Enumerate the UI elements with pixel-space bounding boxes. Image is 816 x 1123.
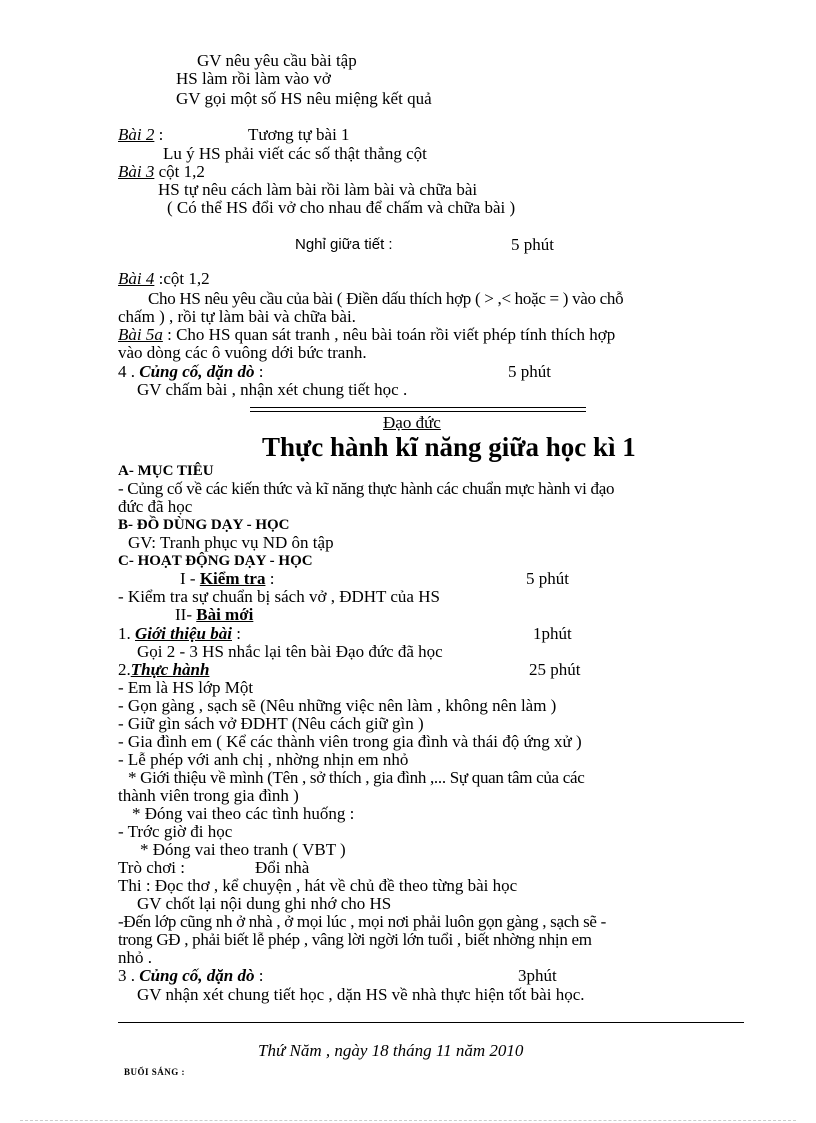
practice-line-9: - Trớc giờ đi học	[118, 822, 233, 841]
kiem-tra-line-1: - Kiểm tra sự chuẩn bị sách vở , ĐDHT của HS	[118, 587, 440, 606]
practice-line-12: Thi : Đọc thơ , kể chuyện , hát về chủ đề theo từng bài học	[118, 876, 518, 895]
cungco2-colon: :	[258, 966, 264, 985]
thuc-hanh-num: 2.	[118, 660, 131, 679]
cungco1-num: 4 .	[118, 362, 135, 381]
cungco1-line-1: GV chấm bài , nhận xét chung tiết học .	[137, 380, 408, 399]
bai4-line-1: Cho HS nêu yêu cầu của bài ( Điền dấu thích hợp ( > ,< hoặc = ) vào chỗ	[148, 289, 624, 308]
bai5-line-1	[118, 326, 615, 344]
lesson-title: Thực hành kĩ năng giữa học kì 1	[262, 432, 636, 462]
bai4-heading	[118, 270, 210, 288]
cungco2-heading	[118, 967, 263, 985]
bai5-text: : Cho HS quan sát tranh , nêu bài toán rồi viết phép tính thích hợp	[167, 325, 616, 344]
bai2-colon: :	[158, 125, 164, 144]
bai3-heading	[118, 163, 205, 181]
practice-line-13: GV chốt lại nội dung ghi nhớ cho HS	[137, 894, 392, 913]
bai-moi-prefix: II-	[175, 605, 197, 624]
bai4-line-2: chấm ) , rồi tự làm bài và chữa bài.	[118, 307, 356, 326]
gioi-thieu-colon: :	[236, 624, 241, 643]
footer-rule	[118, 1022, 744, 1023]
bai2-note: Lu ý HS phải viết các số thật thẳng cột	[163, 144, 427, 163]
kiem-tra-heading	[180, 570, 274, 588]
practice-line-1: - Em là HS lớp Một	[118, 678, 254, 697]
game-name: Đổi nhà	[255, 858, 310, 877]
intro-line-3: GV gọi một số HS nêu miệng kết quả	[176, 89, 432, 108]
bai2-heading	[118, 126, 163, 144]
kiem-tra-prefix: I -	[180, 569, 200, 588]
section-a-line-2: đức đã học	[118, 497, 193, 516]
break-label: Nghỉ giữa tiết :	[295, 236, 393, 253]
section-b-line-1: GV: Tranh phục vụ ND ôn tập	[128, 533, 334, 552]
bai-moi-label: Bài mới	[196, 605, 254, 624]
bai3-label: Bài 3	[118, 162, 155, 181]
kiem-tra-colon: :	[269, 569, 275, 588]
practice-line-7: thành viên trong gia đình )	[118, 786, 299, 805]
gioi-thieu-heading	[118, 625, 241, 643]
intro-line-2: HS làm rồi làm vào vở	[176, 69, 331, 88]
bai4-text: :cột 1,2	[158, 269, 210, 288]
thuc-hanh-time: 25 phút	[529, 660, 581, 679]
bai2-text: Tương tự bài 1	[248, 125, 350, 144]
gioi-thieu-time: 1phút	[533, 624, 572, 643]
bai2-label: Bài 2	[118, 125, 155, 144]
bai5-label: Bài 5a	[118, 325, 163, 344]
practice-line-14: -Đến lớp cũng nh ở nhà , ở mọi lúc , mọi nơi phải luôn gọn gàng , sạch sẽ -	[118, 912, 606, 931]
divider-bottom	[250, 411, 586, 412]
subject-label: Đạo đức	[383, 413, 441, 432]
bai5-line-2: vào dòng các ô vuông dới bức tranh.	[118, 343, 367, 362]
kiem-tra-label: Kiểm tra	[199, 569, 266, 588]
practice-line-6: * Giới thiệu về mình (Tên , sở thích , gia đình ,... Sự quan tâm của các	[128, 768, 585, 787]
cungco2-time: 3phút	[518, 966, 557, 985]
practice-line-3: - Giữ gìn sách vở ĐDHT (Nêu cách giữ gìn )	[118, 714, 424, 733]
practice-line-5: - Lễ phép với anh chị , nhờng nhịn em nhỏ	[118, 750, 409, 769]
break-time: 5 phút	[511, 235, 554, 254]
practice-line-10: * Đóng vai theo tranh ( VBT )	[140, 840, 346, 859]
page-bottom-border	[20, 1120, 796, 1121]
cungco2-line-1: GV nhận xét chung tiết học , dặn HS về nhà thực hiện tốt bài học.	[137, 985, 585, 1004]
bai3-line-2: ( Có thể HS đổi vở cho nhau để chấm và chữa bài )	[167, 198, 516, 217]
divider-top	[250, 407, 586, 408]
cungco2-num: 3 .	[118, 966, 135, 985]
section-c-heading: C- HOẠT ĐỘNG DẠY - HỌC	[118, 553, 313, 569]
cungco1-label: Củng cố, dặn dò	[139, 362, 255, 381]
section-a-heading: A- MỤC TIÊU	[118, 463, 214, 479]
bai4-label: Bài 4	[118, 269, 155, 288]
session-stamp: BUỔI SÁNG :	[124, 1067, 186, 1077]
gioi-thieu-num: 1.	[118, 624, 131, 643]
section-b-heading: B- ĐỒ DÙNG DẠY - HỌC	[118, 517, 290, 533]
kiem-tra-time: 5 phút	[526, 569, 569, 588]
practice-line-15: trong GĐ , phải biết lễ phép , vâng lời ngời lớn tuổi , biết nhờng nhịn em	[118, 930, 592, 949]
practice-line-2: - Gọn gàng , sạch sẽ (Nêu những việc nên làm , không nên làm )	[118, 696, 557, 715]
practice-line-8: * Đóng vai theo các tình huống :	[132, 804, 355, 823]
footer-date: Thứ Năm , ngày 18 tháng 11 năm 2010	[258, 1041, 524, 1060]
cungco1-colon: :	[258, 362, 264, 381]
gioi-thieu-line-1: Gọi 2 - 3 HS nhắc lại tên bài Đạo đức đã học	[137, 642, 443, 661]
practice-line-4: - Gia đình em ( Kể các thành viên trong gia đình và thái độ ứng xử )	[118, 732, 582, 751]
gioi-thieu-label: Giới thiệu bài	[135, 624, 232, 643]
intro-line-1: GV nêu yêu cầu bài tập	[197, 51, 357, 70]
cungco1-heading	[118, 363, 263, 381]
practice-line-16: nhỏ .	[118, 948, 152, 967]
bai3-text: cột 1,2	[158, 162, 205, 181]
cungco2-label: Củng cố, dặn dò	[139, 966, 255, 985]
bai-moi-heading	[175, 606, 253, 624]
section-a-line-1: - Củng cố về các kiến thức và kĩ năng thực hành các chuẩn mực hành vi đạo	[118, 479, 615, 498]
thuc-hanh-label: Thực hành	[130, 660, 210, 679]
thuc-hanh-heading	[118, 661, 209, 679]
bai3-line-1: HS tự nêu cách làm bài rồi làm bài và chữa bài	[158, 180, 478, 199]
game-label: Trò chơi :	[118, 858, 185, 877]
cungco1-time: 5 phút	[508, 362, 551, 381]
